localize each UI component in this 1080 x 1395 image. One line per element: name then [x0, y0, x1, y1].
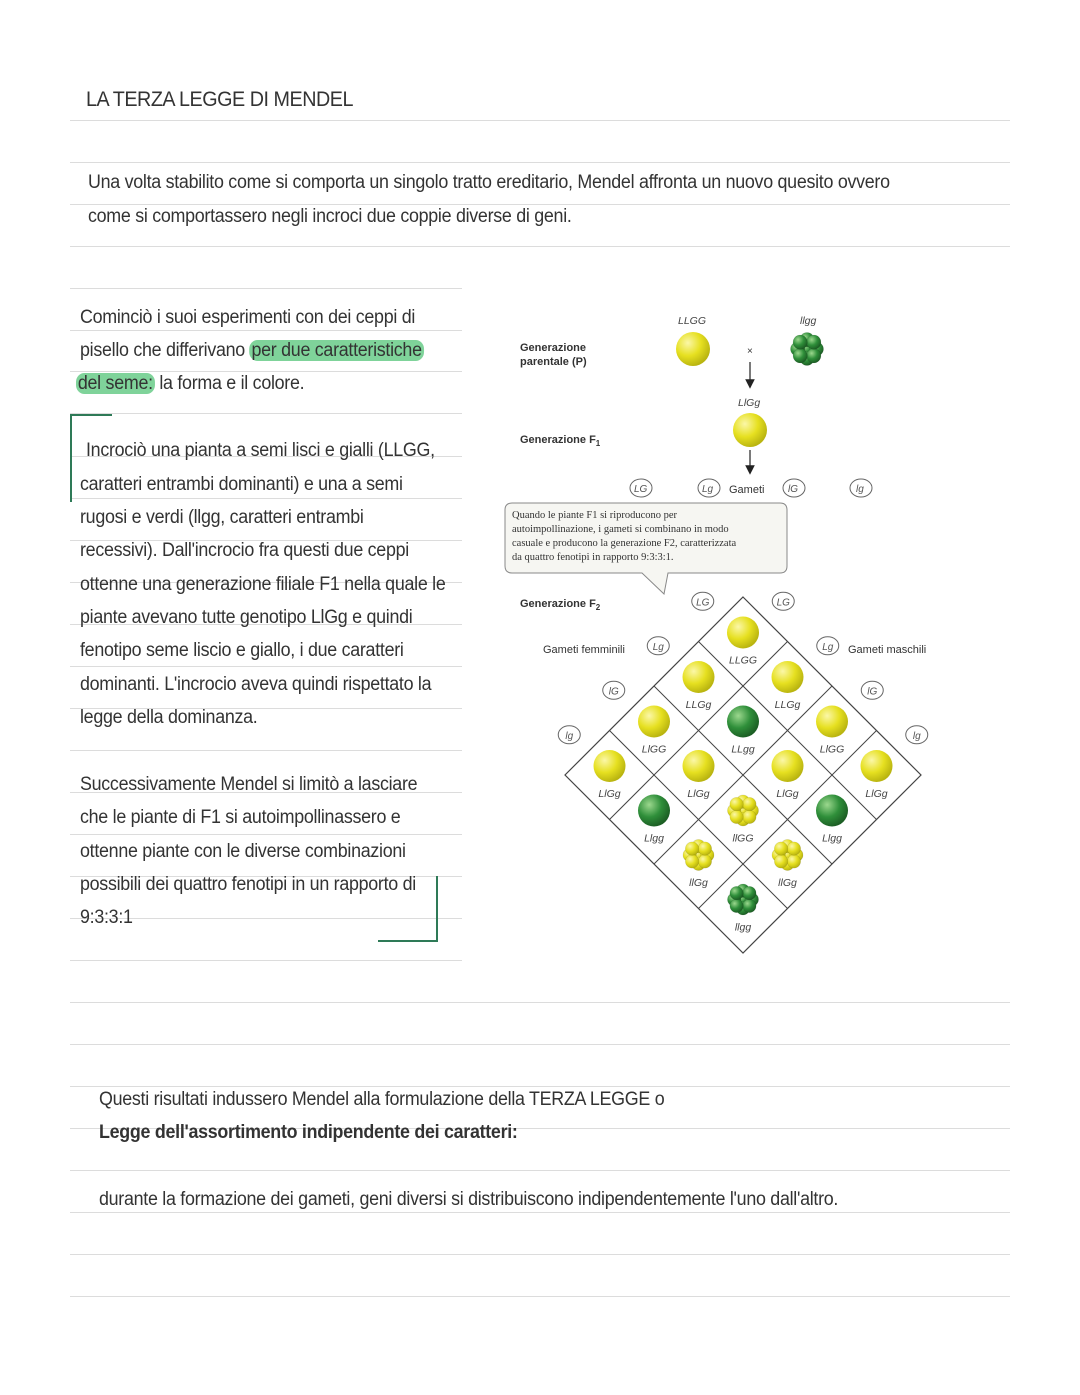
cell-genotype: llGG: [732, 832, 754, 845]
f2-label-sub: 2: [595, 603, 601, 612]
cell-genotype: LLgg: [731, 743, 755, 756]
cell-genotype: llgg: [734, 921, 752, 934]
intro-line-2: come si comportassero negli incroci due coppie diverse di geni.: [88, 206, 572, 227]
smooth-yellow-seed: [638, 706, 670, 738]
cell-genotype: llGg: [778, 877, 797, 889]
intro-line-1: Una volta stabilito come si comporta un singolo tratto ereditario, Mendel affronta un nuovo quesito ovvero: [88, 172, 890, 193]
p1-line-3-text: la forma e il colore.: [154, 373, 305, 394]
cross-symbol: ×: [747, 346, 753, 357]
f1-label-sub: 1: [595, 439, 601, 448]
smooth-yellow-seed: [727, 617, 759, 649]
cell-genotype: LLGg: [685, 699, 712, 711]
f1-genotype: LlGg: [738, 397, 761, 409]
f2-label-text: Generazione F: [520, 598, 596, 610]
law-name: Legge dell'assortimento indipendente dei caratteri:: [99, 1122, 518, 1143]
p1-line-2-text: pisello che differivano: [80, 340, 250, 361]
highlighted-text: del seme:: [77, 373, 153, 394]
smooth-yellow-seed: [683, 661, 715, 693]
p1-line-1: Cominciò i suoi esperimenti con dei ceppi di: [80, 307, 416, 328]
page-title: LA TERZA LEGGE DI MENDEL: [86, 88, 354, 111]
female-gamete-label: LG: [696, 597, 710, 609]
f1-seed: [733, 413, 767, 447]
smooth-yellow-seed: [861, 750, 893, 782]
smooth-yellow-seed: [816, 706, 848, 738]
p3-line-3: ottenne piante con le diverse combinazioni: [80, 841, 406, 862]
cell-genotype: LlGg: [598, 788, 621, 800]
smooth-yellow-seed: [772, 661, 804, 693]
p2-line-7: fenotipo seme liscio e giallo, i due caratteri: [80, 640, 404, 661]
smooth-green-seed: [638, 795, 670, 827]
callout-line-2: autoimpollinazione, i gameti si combinano in modo: [512, 524, 729, 535]
gamete-label: lg: [856, 484, 864, 495]
cell-genotype: Llgg: [822, 832, 842, 845]
smooth-yellow-seed: [683, 750, 715, 782]
cell-genotype: LlGg: [776, 788, 799, 800]
p3-line-2: che le piante di F1 si autoimpollinassero e: [80, 807, 401, 828]
p2-line-9: legge della dominanza.: [80, 707, 258, 728]
p3-line-5: 9:3:3:1: [80, 907, 133, 928]
gamete-label: LG: [634, 484, 648, 495]
p2-line-3: rugosi e verdi (llgg, caratteri entrambi: [80, 507, 364, 528]
highlighted-text: per due caratteristiche: [251, 340, 422, 361]
p2-line-2: caratteri entrambi dominanti) e una a semi: [80, 474, 403, 495]
p2-line-6: piante avevano tutte genotipo LlGg e quindi: [80, 607, 413, 628]
callout-line-1: Quando le piante F1 si riproducono per: [512, 510, 678, 521]
cell-genotype: LlGG: [819, 743, 845, 756]
parent-2-seed: [791, 333, 824, 366]
smooth-green-seed: [727, 706, 759, 738]
gametes-label: Gameti: [729, 484, 765, 496]
p2-line-1: Incrociò una pianta a semi lisci e gialli (LLGG,: [86, 440, 435, 461]
gamete-label: lG: [788, 484, 798, 495]
p3-line-4: possibili dei quattro fenotipi in un rapporto di: [80, 874, 416, 895]
smooth-yellow-seed: [594, 750, 626, 782]
generation-p-label-2: parentale (P): [520, 356, 587, 368]
p3-line-1: Successivamente Mendel si limitò a lasciare: [80, 774, 418, 795]
conclusion-line-1: Questi risultati indussero Mendel alla formulazione della TERZA LEGGE o: [99, 1089, 665, 1110]
wrinkled-green-seed: [727, 884, 758, 915]
female-gamete-label: Lg: [652, 641, 664, 653]
parent-1-genotype: LLGG: [678, 315, 707, 327]
gamete-label: Lg: [702, 484, 714, 495]
cell-genotype: LlGg: [687, 788, 710, 800]
male-gametes-label: Gameti maschili: [848, 644, 927, 656]
generation-f2-label: [520, 598, 601, 612]
law-statement: durante la formazione dei gameti, geni diversi si distribuiscono indipendentemente l'uno dall'altro.: [99, 1189, 839, 1210]
cell-genotype: LLGG: [728, 654, 758, 667]
female-gametes-label: Gameti femminili: [543, 644, 625, 656]
male-gamete-label: lg: [912, 730, 921, 742]
wrinkled-green-seed: [791, 333, 824, 366]
cell-genotype: llGg: [689, 877, 708, 889]
female-gamete-label: lG: [608, 686, 619, 698]
wrinkled-yellow-seed: [772, 839, 803, 870]
wrinkled-yellow-seed: [727, 795, 758, 826]
parent-1-seed: [676, 332, 710, 366]
parent-2-genotype: llgg: [800, 315, 817, 327]
p2-line-5: ottenne una generazione filiale F1 nella quale le: [80, 574, 446, 595]
male-gamete-label: LG: [776, 597, 790, 609]
male-gamete-label: Lg: [822, 641, 834, 653]
callout-line-4: da quattro fenotipi in rapporto 9:3:3:1.: [512, 552, 674, 563]
generation-p-label: Generazione: [520, 342, 587, 354]
f1-label-text: Generazione F: [520, 434, 596, 446]
p2-line-8: dominanti. L'incrocio aveva quindi rispettato la: [80, 674, 432, 695]
smooth-green-seed: [816, 795, 848, 827]
callout-line-3: casuale e producono la generazione F2, caratterizzata: [512, 538, 737, 549]
smooth-yellow-seed: [772, 750, 804, 782]
cell-genotype: Llgg: [644, 832, 664, 845]
wrinkled-yellow-seed: [683, 839, 714, 870]
cell-genotype: LlGG: [641, 743, 667, 756]
cell-genotype: LlGg: [865, 788, 888, 800]
female-gamete-label: lg: [565, 730, 574, 742]
male-gamete-label: lG: [867, 686, 878, 698]
p2-line-4: recessivi). Dall'incrocio fra questi due ceppi: [80, 540, 409, 561]
cell-genotype: LLGg: [774, 699, 801, 711]
generation-f1-label: [520, 434, 601, 448]
